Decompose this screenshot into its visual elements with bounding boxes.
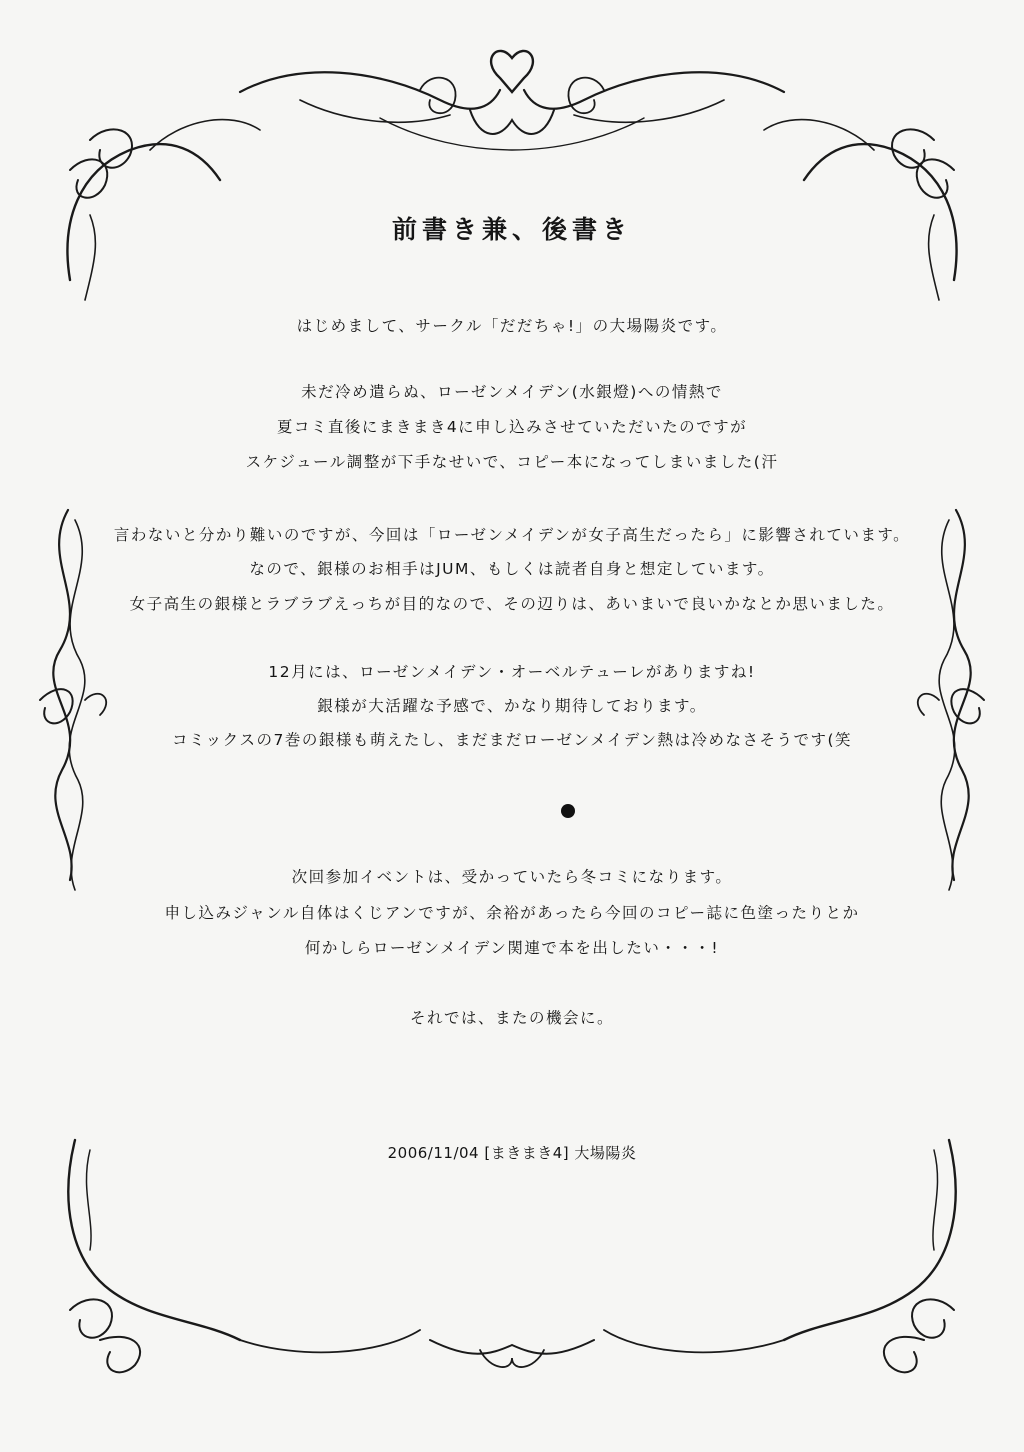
text-line: 女子高生の銀様とラブラブえっちが目的なので、その辺りは、あいまいで良いかなとか思いました。 [129, 595, 895, 613]
text-line: 夏コミ直後にまきまき4に申し込みさせていただいたのですが [276, 418, 748, 436]
text-line: コミックスの7巻の銀様も萌えたし、まだまだローゼンメイデン熱は冷めなさそうです(笑 [171, 731, 853, 749]
text-line: 次回参加イベントは、受かっていたら冬コミになります。 [291, 868, 733, 886]
text-line: スケジュール調整が下手なせいで、コピー本になってしまいました(汗 [245, 453, 779, 471]
text-line: 銀様が大活躍な予感で、かなり期待しております。 [317, 697, 707, 715]
bottom-left-flourish [68, 1140, 420, 1372]
page-title: 前書き兼、後書き [391, 215, 632, 244]
text-line: 未だ冷め遣らぬ、ローゼンメイデン(水銀燈)への情熱で [301, 383, 723, 401]
top-flourish [240, 51, 784, 150]
text-line: 12月には、ローゼンメイデン・オーベルテューレがありますね! [268, 663, 756, 681]
text-line: 申し込みジャンル自体はくじアンですが、余裕があったら今回のコピー誌に色塗ったりとか [164, 904, 860, 922]
text-line: はじめまして、サークル「だだちゃ!」の大場陽炎です。 [296, 317, 728, 335]
separator-dot [561, 804, 575, 818]
text-line: それでは、またの機会に。 [409, 1009, 614, 1027]
signature: 2006/11/04 [まきまき4] 大場陽炎 [387, 1144, 637, 1162]
text-line: 何かしらローゼンメイデン関連で本を出したい・・・! [304, 939, 720, 957]
bottom-flourish [430, 1340, 594, 1367]
bottom-right-flourish [604, 1140, 956, 1372]
text-line: なので、銀様のお相手はJUM、もしくは読者自身と想定しています。 [249, 560, 775, 578]
text-line: 言わないと分かり難いのですが、今回は「ローゼンメイデンが女子高生だったら」に影響されています。 [113, 526, 911, 544]
